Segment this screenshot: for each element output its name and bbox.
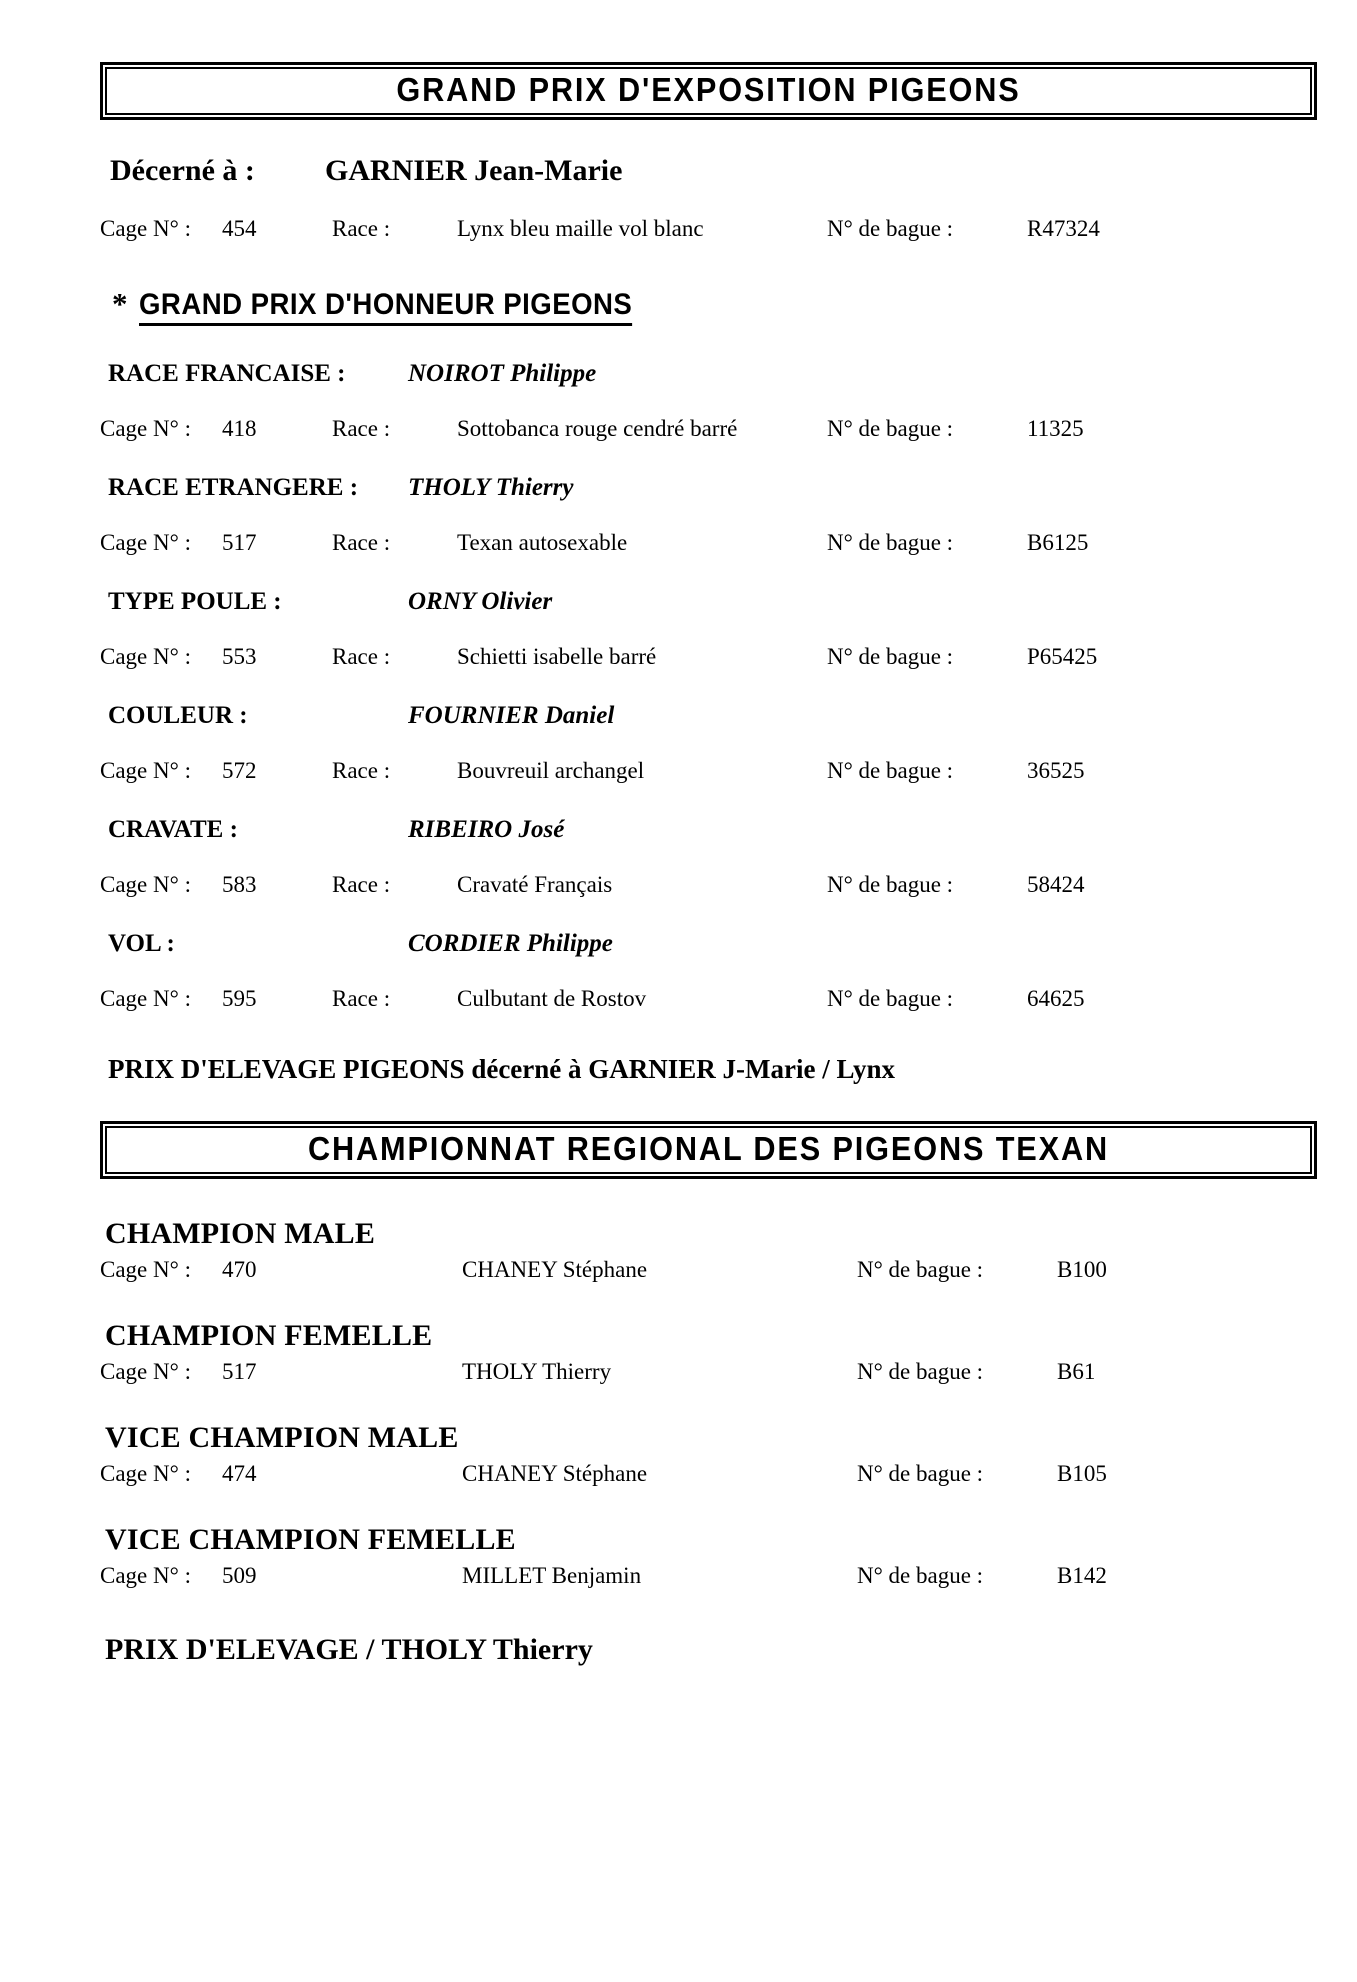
category-detail-row	[100, 759, 1357, 782]
championship-title-champion-femelle: CHAMPION FEMELLE	[105, 1319, 433, 1352]
main-banner-inner	[105, 67, 1312, 115]
honour-heading	[112, 286, 1357, 326]
category-detail-row	[100, 873, 1357, 896]
race-label: Race :	[332, 986, 391, 1011]
honour-breeding-prize: PRIX D'ELEVAGE PIGEONS décerné à GARNIER J-Marie / Lynx	[108, 1054, 896, 1084]
cage-label: Cage N° :	[100, 1257, 191, 1282]
person-name: THOLY Thierry	[462, 1359, 612, 1384]
person-name: CHANEY Stéphane	[462, 1461, 648, 1486]
honour-heading-title: GRAND PRIX D'HONNEUR PIGEONS	[139, 288, 632, 326]
championship-detail-row	[100, 1564, 1357, 1587]
cage-label: Cage N° :	[100, 416, 191, 441]
championship-title-vice-champion-male: VICE CHAMPION MALE	[105, 1421, 459, 1454]
cage-label: Cage N° :	[100, 1563, 191, 1588]
race-label: Race :	[332, 872, 391, 897]
category-winner: CORDIER Philippe	[408, 930, 613, 957]
ring-value: R47324	[1027, 216, 1100, 241]
cage-value: 553	[222, 644, 257, 669]
cage-value: 474	[222, 1461, 257, 1486]
cage-label: Cage N° :	[100, 758, 191, 783]
category-label: CRAVATE :	[108, 816, 238, 843]
ring-label: N° de bague :	[857, 1257, 984, 1282]
ring-label: N° de bague :	[827, 216, 954, 241]
category-label: RACE ETRANGERE :	[108, 474, 359, 501]
awarded-to-label: Décerné à :	[110, 154, 255, 187]
race-value: Cravaté Français	[457, 872, 613, 897]
race-label: Race :	[332, 216, 391, 241]
ring-label: N° de bague :	[857, 1359, 984, 1384]
ring-label: N° de bague :	[827, 644, 954, 669]
race-value: Schietti isabelle barré	[457, 644, 657, 669]
category-label: TYPE POULE :	[108, 588, 282, 615]
category-label: COULEUR :	[108, 702, 248, 729]
ring-value: B6125	[1027, 530, 1089, 555]
category-winner: RIBEIRO José	[408, 816, 565, 843]
category-detail-row	[100, 645, 1357, 668]
ring-value: B100	[1057, 1257, 1107, 1282]
cage-label: Cage N° :	[100, 986, 191, 1011]
ring-value: 58424	[1027, 872, 1085, 897]
ring-value: 11325	[1027, 416, 1084, 441]
cage-value: 583	[222, 872, 257, 897]
ring-label: N° de bague :	[827, 872, 954, 897]
championship-title-champion-male: CHAMPION MALE	[105, 1217, 376, 1250]
race-label: Race :	[332, 416, 391, 441]
awarded-to-row	[110, 154, 1357, 188]
ring-value: B61	[1057, 1359, 1096, 1384]
document-page	[0, 62, 1357, 1982]
category-label: VOL :	[108, 930, 175, 957]
cage-label: Cage N° :	[100, 872, 191, 897]
cage-label: Cage N° :	[100, 216, 191, 241]
category-winner: THOLY Thierry	[408, 474, 574, 501]
ring-label: N° de bague :	[827, 416, 954, 441]
category-winner: NOIROT Philippe	[408, 360, 597, 387]
cage-value: 595	[222, 986, 257, 1011]
championship-banner	[100, 1121, 1317, 1179]
championship-title-vice-champion-femelle: VICE CHAMPION FEMELLE	[105, 1523, 516, 1556]
asterisk-icon: *	[112, 286, 128, 321]
race-value: Texan autosexable	[457, 530, 628, 555]
category-detail-row	[100, 531, 1357, 554]
category-row-cravate	[108, 816, 1357, 844]
cage-value: 517	[222, 1359, 257, 1384]
person-name: MILLET Benjamin	[462, 1563, 642, 1588]
championship-detail-row	[100, 1258, 1357, 1281]
person-name: CHANEY Stéphane	[462, 1257, 648, 1282]
cage-label: Cage N° :	[100, 644, 191, 669]
cage-label: Cage N° :	[100, 530, 191, 555]
championship-banner-title: CHAMPIONNAT REGIONAL DES PIGEONS TEXAN	[307, 1130, 1110, 1167]
cage-value: 572	[222, 758, 257, 783]
race-label: Race :	[332, 644, 391, 669]
main-banner-title: GRAND PRIX D'EXPOSITION PIGEONS	[396, 71, 1021, 108]
ring-label: N° de bague :	[857, 1461, 984, 1486]
race-label: Race :	[332, 530, 391, 555]
category-row-race-etrangere	[108, 474, 1357, 502]
cage-value: 470	[222, 1257, 257, 1282]
championship-breeding-prize: PRIX D'ELEVAGE / THOLY Thierry	[105, 1633, 593, 1666]
ring-value: 36525	[1027, 758, 1085, 783]
race-value: Bouvreuil archangel	[457, 758, 645, 783]
ring-label: N° de bague :	[827, 986, 954, 1011]
category-winner: ORNY Olivier	[408, 588, 553, 615]
race-value: Sottobanca rouge cendré barré	[457, 416, 738, 441]
ring-label: N° de bague :	[827, 758, 954, 783]
championship-detail-row	[100, 1462, 1357, 1485]
cage-label: Cage N° :	[100, 1461, 191, 1486]
awarded-to-winner: GARNIER Jean-Marie	[325, 154, 623, 187]
cage-value: 517	[222, 530, 257, 555]
category-row-type-poule	[108, 588, 1357, 616]
race-value: Culbutant de Rostov	[457, 986, 647, 1011]
ring-value: 64625	[1027, 986, 1085, 1011]
ring-label: N° de bague :	[827, 530, 954, 555]
main-banner	[100, 62, 1317, 120]
cage-value: 418	[222, 416, 257, 441]
cage-value: 454	[222, 216, 257, 241]
ring-value: B142	[1057, 1563, 1107, 1588]
category-row-vol	[108, 930, 1357, 958]
category-row-couleur	[108, 702, 1357, 730]
category-winner: FOURNIER Daniel	[408, 702, 615, 729]
cage-value: 509	[222, 1563, 257, 1588]
ring-value: P65425	[1027, 644, 1098, 669]
ring-value: B105	[1057, 1461, 1107, 1486]
race-label: Race :	[332, 758, 391, 783]
category-label: RACE FRANCAISE :	[108, 360, 346, 387]
awarded-detail-row	[100, 217, 1357, 240]
cage-label: Cage N° :	[100, 1359, 191, 1384]
category-detail-row	[100, 417, 1357, 440]
category-detail-row	[100, 987, 1357, 1010]
ring-label: N° de bague :	[857, 1563, 984, 1588]
category-row-race-francaise	[108, 360, 1357, 388]
championship-detail-row	[100, 1360, 1357, 1383]
championship-banner-inner	[105, 1126, 1312, 1174]
race-value: Lynx bleu maille vol blanc	[457, 216, 704, 241]
